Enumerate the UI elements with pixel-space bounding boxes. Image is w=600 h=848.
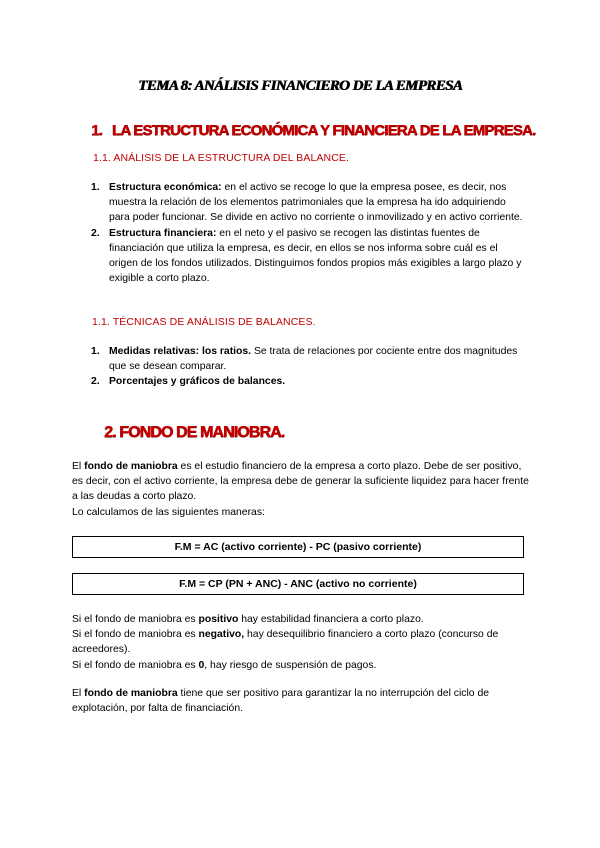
list-item — [91, 180, 523, 226]
subsection-balance-structure: 1.1. ANÁLISIS DE LA ESTRUCTURA DEL BALANCE. — [93, 152, 350, 164]
list-item-number: 1. — [91, 182, 100, 193]
subsection-analysis-techniques: 1.1. TÉCNICAS DE ANÁLISIS DE BALANCES. — [92, 316, 316, 328]
section-1-heading-text: LA ESTRUCTURA ECONÓMICA Y FINANCIERA DE LA EMPRESA. — [111, 122, 536, 139]
case-text: Si el fondo de maniobra es — [72, 614, 199, 625]
case-keyword: positivo — [198, 614, 239, 625]
list-item-text: en el neto y el pasivo se recogen las distintas fuentes de financiación que utiliza la empresa, es decir, en ellos se nos informa sobre cuál es el origen de los fondos utilizados. Distinguimos fondos propios más exigibles a largo plazo y exigible a corto plazo. — [109, 227, 522, 285]
list-item-text: Se trata de relaciones por cociente entre dos magnitudes que se desean comparar. — [109, 346, 518, 373]
formula-box-2: F.M = CP (PN + ANC) - ANC (activo no corriente) — [72, 573, 524, 595]
intro-term: fondo de maniobra — [84, 461, 178, 472]
list-item-number: 1. — [91, 346, 100, 357]
case-text: hay desequilibrio financiero a corto plazo (concurso de acreedores). — [72, 629, 499, 656]
formula-box-1: F.M = AC (activo corriente) - PC (pasivo corriente) — [72, 536, 524, 558]
case-text: Si el fondo de maniobra es — [72, 659, 199, 671]
section-2-heading: 2. FONDO DE MANIOBRA. — [104, 424, 285, 441]
list-item-number: 2. — [91, 227, 100, 239]
intro-calc-text: Lo calculamos de las siguientes maneras: — [72, 506, 265, 518]
intro-text: El — [72, 461, 85, 472]
case-keyword: 0 — [198, 659, 205, 671]
list-item — [91, 226, 523, 287]
list-item-term: Porcentajes y gráficos de balances. — [109, 376, 286, 388]
list-item — [91, 374, 523, 389]
analysis-techniques-list — [91, 344, 523, 390]
working-capital-closing — [72, 686, 532, 716]
section-1-number: 1. — [91, 122, 102, 139]
case-text: , hay riesgo de suspensión de pagos. — [204, 659, 377, 671]
list-item-term: Medidas relativas: los ratios. — [109, 346, 252, 357]
case-keyword: negativo, — [198, 629, 245, 641]
case-text: Si el fondo de maniobra es — [72, 629, 199, 641]
balance-structure-list — [91, 180, 523, 286]
closing-text: El — [72, 688, 85, 699]
list-item-term: Estructura financiera: — [109, 227, 217, 239]
document-title: TEMA 8: ANÁLISIS FINANCIERO DE LA EMPRESA — [137, 78, 463, 94]
intro-text: es el estudio financiero de la empresa a corto plazo. Debe de ser positivo, es decir, con el activo corriente, la empresa debe de generar la suficiente liquidez para hacer frente a las deudas a corto plazo. — [72, 461, 529, 503]
list-item — [91, 344, 523, 374]
list-item-term: Estructura económica: — [109, 182, 222, 193]
list-item-number: 2. — [91, 376, 100, 388]
working-capital-intro — [72, 459, 532, 520]
case-text: hay estabilidad financiera a corto plazo. — [238, 614, 424, 625]
section-1-heading — [91, 122, 535, 139]
working-capital-cases — [72, 612, 532, 673]
closing-text: tiene que ser positivo para garantizar la no interrupción del ciclo de explotación, por falta de financiación. — [72, 688, 489, 715]
closing-term: fondo de maniobra — [84, 688, 178, 699]
list-item-text: en el activo se recoge lo que la empresa posee, es decir, nos muestra la relación de los elementos patrimoniales que la empresa ha ido adquiriendo para poder funcionar. Se divide en activo no corriente o inmovilizado y en activo corriente. — [109, 182, 523, 224]
